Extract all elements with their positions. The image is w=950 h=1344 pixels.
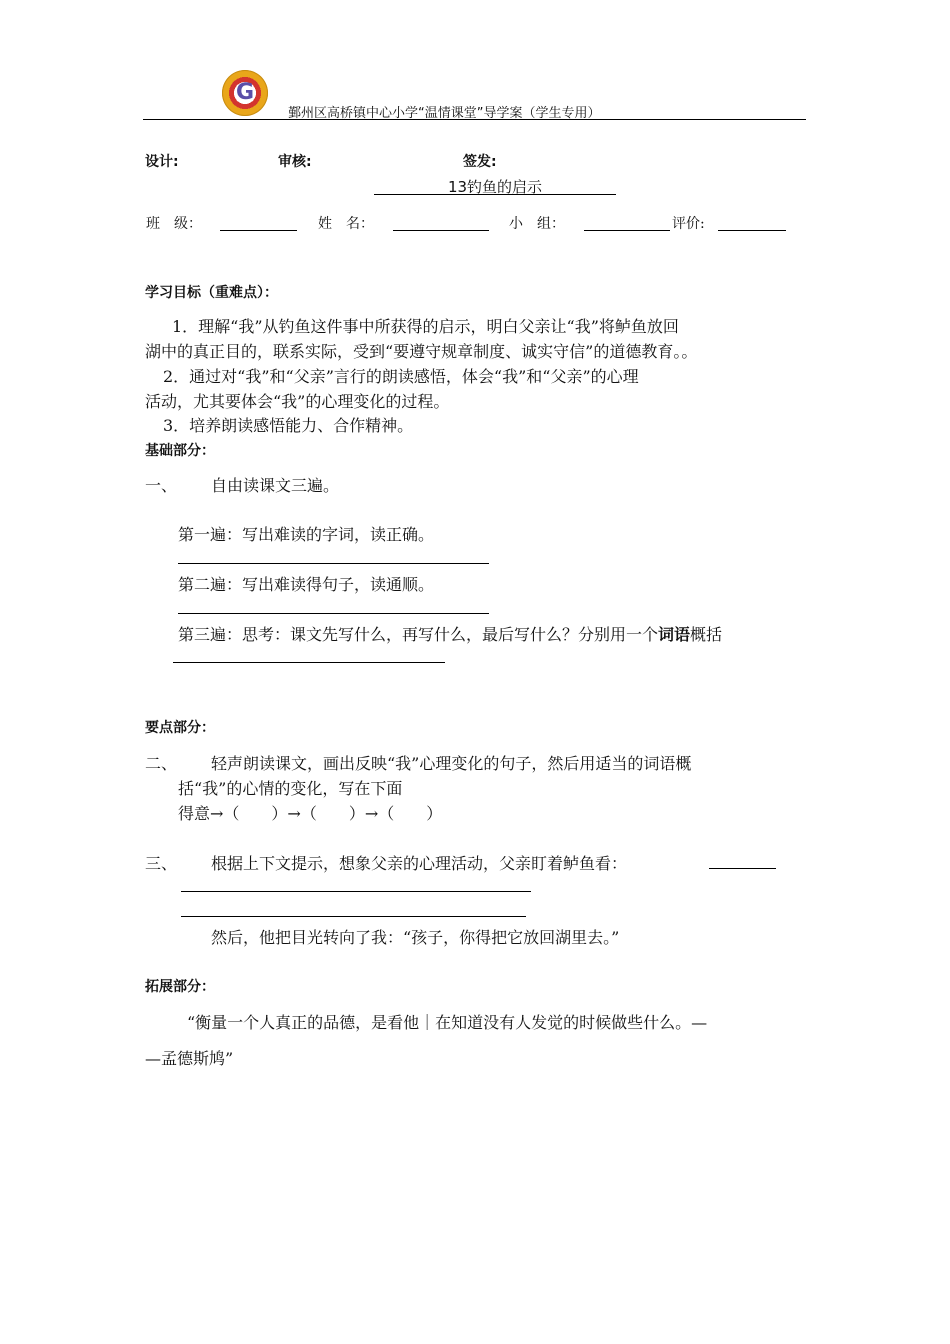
review-label: 审核: <box>278 154 312 170</box>
pass-2-answer-line[interactable] <box>178 613 489 614</box>
pass-3-answer-line[interactable] <box>173 662 445 663</box>
pass-1-text: 第一遍：写出难读的字词，读正确。 <box>178 525 435 544</box>
pass-3-post: 概括 <box>690 625 723 644</box>
group-blank[interactable] <box>584 230 670 231</box>
class-blank[interactable] <box>220 230 297 231</box>
school-header: 鄞州区高桥镇中心小学“温情课堂”导学案（学生专用） <box>288 106 601 121</box>
school-logo <box>222 70 268 116</box>
objectives-heading: 学习目标（重难点）： <box>145 285 278 301</box>
lesson-title: 13钓鱼的启示 <box>447 178 543 196</box>
question-2-number: 二、 <box>145 754 178 773</box>
question-3-blank-inline[interactable] <box>709 868 776 869</box>
objective-2-line-1: 2．通过对“我”和“父亲”言行的朗读感悟，体会“我”和“父亲”的心理 <box>163 367 639 386</box>
question-3-number: 三、 <box>145 854 178 873</box>
extend-heading: 拓展部分： <box>145 979 215 995</box>
name-blank[interactable] <box>393 230 489 231</box>
objective-2-line-2: 活动，尤其要体会“我”的心理变化的过程。 <box>145 392 450 411</box>
quote-line-2: —孟德斯鸠” <box>145 1049 234 1068</box>
question-3-text: 根据上下文提示，想象父亲的心理活动，父亲盯着鲈鱼看： <box>211 854 628 873</box>
basic-heading: 基础部分： <box>145 443 215 459</box>
pass-3-text <box>178 622 722 645</box>
objective-1-line-2: 湖中的真正目的，联系实际，受到“要遵守规章制度、诚实守信”的道德教育。。 <box>145 342 698 361</box>
question-2-line-2: 括“我”的心情的变化，写在下面 <box>178 779 403 798</box>
question-1-number: 一、 <box>145 476 178 495</box>
key-heading: 要点部分： <box>145 720 215 736</box>
question-3-answer-line-2[interactable] <box>181 916 526 917</box>
eval-blank[interactable] <box>718 230 786 231</box>
question-1-text: 自由读课文三遍。 <box>211 476 340 495</box>
title-underline <box>374 194 616 195</box>
eval-label: 评价: <box>672 216 705 232</box>
group-label: 小 组： <box>509 216 565 232</box>
quote-line-1: “衡量一个人真正的品德，是看他｜在知道没有人发觉的时候做些什么。— <box>187 1013 708 1032</box>
pass-1-answer-line[interactable] <box>178 563 489 564</box>
objective-1-line-1: 1．理解“我”从钓鱼这件事中所获得的启示，明白父亲让“我”将鲈鱼放回 <box>172 317 679 336</box>
mood-chain: 得意→（ ）→（ ）→（ ） <box>178 804 443 823</box>
design-label: 设计: <box>145 154 179 170</box>
question-3-follow-text: 然后，他把目光转向了我：“孩子，你得把它放回湖里去。” <box>211 928 620 947</box>
issue-label: 签发: <box>463 154 497 170</box>
pass-3-pre: 第三遍：思考：课文先写什么，再写什么，最后写什么？分别用一个 <box>178 625 659 644</box>
school-logo-letter: G <box>235 80 255 105</box>
objective-3: 3．培养朗读感悟能力、合作精神。 <box>163 416 414 435</box>
pass-3-bold-term: 词语 <box>658 625 691 644</box>
name-label: 姓 名： <box>318 216 374 232</box>
class-label: 班 级： <box>146 216 202 232</box>
header-rule <box>143 119 806 120</box>
question-3-answer-line-1[interactable] <box>181 891 531 892</box>
pass-2-text: 第二遍：写出难读得句子，读通顺。 <box>178 575 435 594</box>
question-2-line-1: 轻声朗读课文，画出反映“我”心理变化的句子，然后用适当的词语概 <box>211 754 692 773</box>
